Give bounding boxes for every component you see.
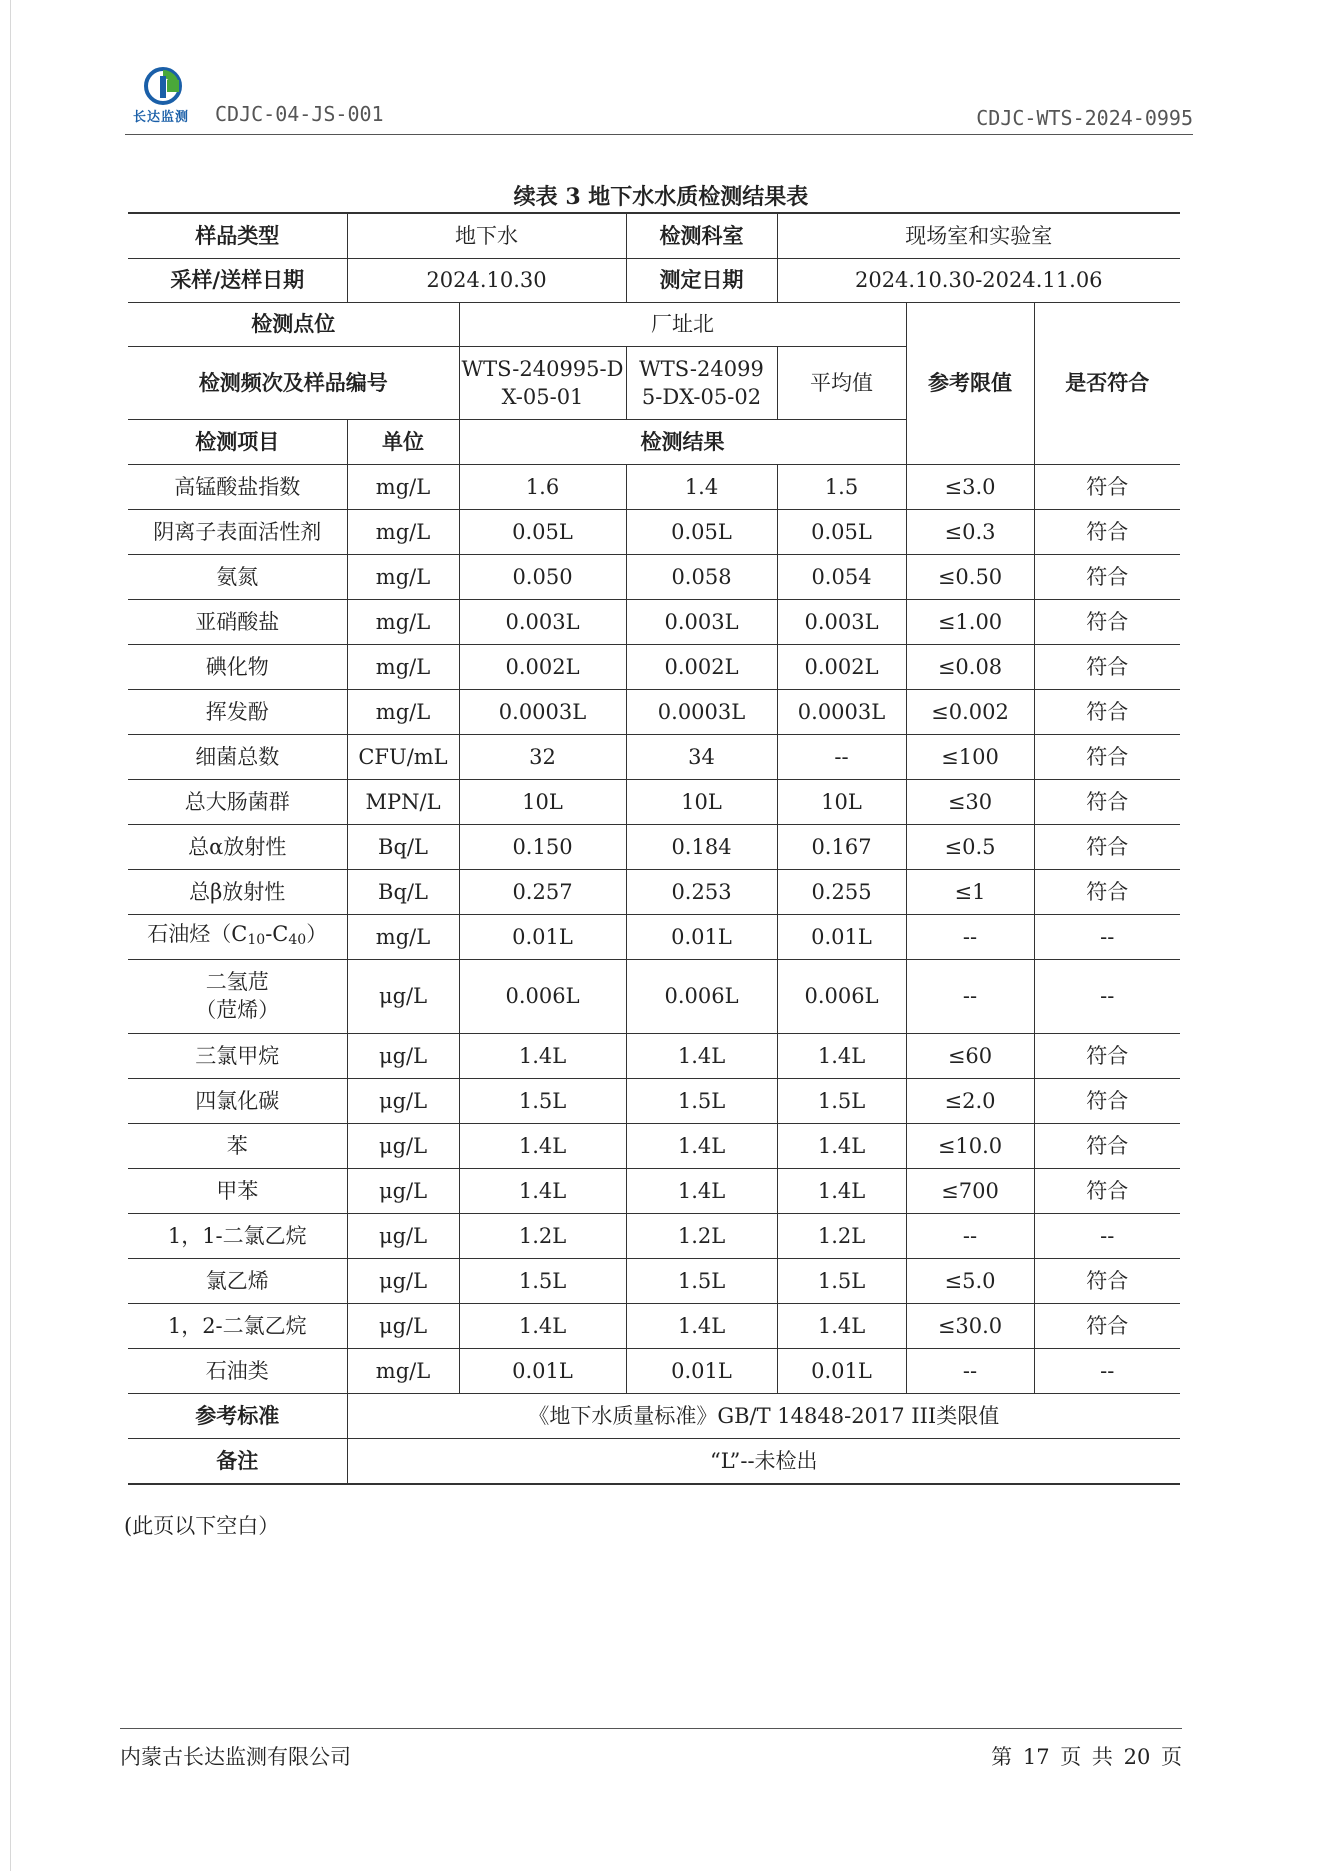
remark-value: “L”--未检出 (347, 1438, 1180, 1484)
avg-label: 平均值 (777, 346, 906, 419)
limit: ≤700 (906, 1168, 1034, 1213)
result-2: 0.0003L (626, 689, 777, 734)
result-2: 0.006L (626, 959, 777, 1033)
limit: ≤30 (906, 779, 1034, 824)
table-row (128, 824, 1180, 869)
unit: μg/L (347, 1168, 459, 1213)
result-1: 0.0003L (459, 689, 626, 734)
unit: mg/L (347, 1348, 459, 1393)
item-name: 亚硝酸盐 (128, 599, 347, 644)
result-avg: 1.5L (777, 1258, 906, 1303)
limit: -- (906, 914, 1034, 959)
logo-text: 长达监测 (133, 110, 190, 125)
item-header: 检测项目 (128, 419, 347, 464)
result-1: 0.003L (459, 599, 626, 644)
compliance: 符合 (1034, 1078, 1180, 1123)
unit: MPN/L (347, 779, 459, 824)
test-date-value: 2024.10.30-2024.11.06 (777, 258, 1180, 302)
unit: mg/L (347, 599, 459, 644)
compliance: 符合 (1034, 644, 1180, 689)
unit: μg/L (347, 1078, 459, 1123)
results-table (128, 212, 1180, 1485)
result-avg: 1.5L (777, 1078, 906, 1123)
item-subscript-2: 40 (288, 931, 307, 948)
table-row (128, 779, 1180, 824)
table-row (128, 644, 1180, 689)
result-avg: 10L (777, 779, 906, 824)
result-1: 0.257 (459, 869, 626, 914)
result-1: 1.5L (459, 1258, 626, 1303)
unit: Bq/L (347, 824, 459, 869)
item-name: 氯乙烯 (128, 1258, 347, 1303)
limit: ≤10.0 (906, 1123, 1034, 1168)
blank-page-note: (此页以下空白） (124, 1514, 280, 1538)
unit: mg/L (347, 464, 459, 509)
result-avg: 0.006L (777, 959, 906, 1033)
table-row (128, 1033, 1180, 1078)
result-avg: 1.4L (777, 1123, 906, 1168)
limit: ≤0.002 (906, 689, 1034, 734)
item-name: 1，1-二氯乙烷 (128, 1213, 347, 1258)
remark-row (128, 1438, 1180, 1484)
item-name (128, 959, 347, 1033)
result-2: 34 (626, 734, 777, 779)
limit: ≤0.3 (906, 509, 1034, 554)
item-name: 阴离子表面活性剂 (128, 509, 347, 554)
result-2: 10L (626, 779, 777, 824)
table-row-petroleum-hydrocarbons (128, 914, 1180, 959)
limit: ≤0.50 (906, 554, 1034, 599)
item-subscript-1: 10 (247, 931, 266, 948)
compliance: 符合 (1034, 1033, 1180, 1078)
limit: ≤0.5 (906, 824, 1034, 869)
standard-row (128, 1393, 1180, 1438)
table-row (128, 464, 1180, 509)
result-rows-group-1 (128, 464, 1180, 914)
result-1: 32 (459, 734, 626, 779)
limit: ≤0.08 (906, 644, 1034, 689)
table-row (128, 554, 1180, 599)
item-name: 高锰酸盐指数 (128, 464, 347, 509)
sample2-line2: 5-DX-05-02 (641, 384, 762, 409)
company-name: 内蒙古长达监测有限公司 (120, 1745, 351, 1769)
item-name: 1，2-二氯乙烷 (128, 1303, 347, 1348)
result-avg: 1.4L (777, 1168, 906, 1213)
sample1-line1: WTS-240995-D (461, 356, 624, 381)
item-name: 氨氮 (128, 554, 347, 599)
result-avg: 1.4L (777, 1033, 906, 1078)
freq-label: 检测频次及样品编号 (128, 346, 459, 419)
report-number: CDJC-WTS-2024-0995 (976, 106, 1193, 130)
table-row (128, 869, 1180, 914)
table-row (128, 1078, 1180, 1123)
item-name: 苯 (128, 1123, 347, 1168)
compliance: -- (1034, 1348, 1180, 1393)
lab-value: 现场室和实验室 (777, 213, 1180, 258)
table-row (128, 1123, 1180, 1168)
result-2: 1.2L (626, 1213, 777, 1258)
result-avg: 0.002L (777, 644, 906, 689)
item-name: 总α放射性 (128, 824, 347, 869)
unit: CFU/mL (347, 734, 459, 779)
compliance: 符合 (1034, 464, 1180, 509)
result-avg: 1.4L (777, 1303, 906, 1348)
item-name: 碘化物 (128, 644, 347, 689)
item-name-line1: 二氢苊 (205, 970, 269, 994)
result-1: 0.050 (459, 554, 626, 599)
point-row (128, 302, 1180, 346)
compliance: 符合 (1034, 734, 1180, 779)
table-row (128, 1303, 1180, 1348)
result-2: 1.5L (626, 1258, 777, 1303)
compliance: 符合 (1034, 1123, 1180, 1168)
result-1: 1.6 (459, 464, 626, 509)
unit: mg/L (347, 509, 459, 554)
result-1: 1.2L (459, 1213, 626, 1258)
result-2: 0.01L (626, 1348, 777, 1393)
limit: ≤100 (906, 734, 1034, 779)
table-row (128, 1213, 1180, 1258)
compliance: 符合 (1034, 779, 1180, 824)
result-2: 1.4L (626, 1303, 777, 1348)
result-1: 10L (459, 779, 626, 824)
result-2: 0.058 (626, 554, 777, 599)
result-rows-group-2 (128, 1033, 1180, 1393)
sample1-line2: X-05-01 (501, 384, 584, 409)
sample1-number (459, 346, 626, 419)
standard-label: 参考标准 (128, 1393, 347, 1438)
result-1: 0.150 (459, 824, 626, 869)
result-2: 0.184 (626, 824, 777, 869)
standard-value: 《地下水质量标准》GB/T 14848-2017 III类限值 (347, 1393, 1180, 1438)
limit: ≤60 (906, 1033, 1034, 1078)
unit-header: 单位 (347, 419, 459, 464)
compliance: -- (1034, 959, 1180, 1033)
point-value: 厂址北 (459, 302, 906, 346)
limit: ≤3.0 (906, 464, 1034, 509)
table-row (128, 1348, 1180, 1393)
table-row (128, 734, 1180, 779)
unit: μg/L (347, 1258, 459, 1303)
item-name: 四氯化碳 (128, 1078, 347, 1123)
result-avg: 0.01L (777, 914, 906, 959)
sample2-line1: WTS-24099 (639, 356, 764, 381)
unit: μg/L (347, 1123, 459, 1168)
result-1: 0.002L (459, 644, 626, 689)
meta-row-1 (128, 213, 1180, 258)
result-2: 1.4 (626, 464, 777, 509)
item-name: 挥发酚 (128, 689, 347, 734)
unit: mg/L (347, 554, 459, 599)
unit: mg/L (347, 644, 459, 689)
table-row (128, 689, 1180, 734)
sampling-date-value: 2024.10.30 (347, 258, 626, 302)
result-avg: 0.054 (777, 554, 906, 599)
test-date-label: 测定日期 (626, 258, 777, 302)
result-2: 1.4L (626, 1168, 777, 1213)
page-edge-line (10, 0, 11, 1871)
unit: μg/L (347, 1033, 459, 1078)
item-name-line2: （苊烯） (195, 998, 280, 1022)
remark-label: 备注 (128, 1438, 347, 1484)
unit: mg/L (347, 689, 459, 734)
limit: -- (906, 959, 1034, 1033)
item-name-mid: -C (265, 921, 289, 946)
table-row (128, 599, 1180, 644)
compliance: 符合 (1034, 509, 1180, 554)
result-1: 1.4L (459, 1168, 626, 1213)
table-title: 续表 3 地下水水质检测结果表 (513, 184, 809, 210)
item-name (128, 914, 347, 959)
result-2: 1.5L (626, 1078, 777, 1123)
result-header: 检测结果 (459, 419, 906, 464)
result-2: 0.253 (626, 869, 777, 914)
item-name: 总大肠菌群 (128, 779, 347, 824)
compliance: -- (1034, 1213, 1180, 1258)
limit: -- (906, 1213, 1034, 1258)
unit: μg/L (347, 1303, 459, 1348)
result-1: 1.4L (459, 1033, 626, 1078)
limit: ≤30.0 (906, 1303, 1034, 1348)
result-1: 0.01L (459, 1348, 626, 1393)
limit: ≤1 (906, 869, 1034, 914)
limit: ≤1.00 (906, 599, 1034, 644)
compliance: 符合 (1034, 824, 1180, 869)
result-avg: 0.01L (777, 1348, 906, 1393)
unit: μg/L (347, 959, 459, 1033)
item-name: 石油类 (128, 1348, 347, 1393)
result-1: 0.006L (459, 959, 626, 1033)
limit: ≤5.0 (906, 1258, 1034, 1303)
limit-header: 参考限值 (906, 302, 1034, 464)
compliance: -- (1034, 914, 1180, 959)
limit: ≤2.0 (906, 1078, 1034, 1123)
result-avg: 0.05L (777, 509, 906, 554)
result-2: 0.05L (626, 509, 777, 554)
meta-row-2 (128, 258, 1180, 302)
compliance: 符合 (1034, 599, 1180, 644)
compliance: 符合 (1034, 1258, 1180, 1303)
result-1: 0.05L (459, 509, 626, 554)
sample-type-label: 样品类型 (128, 213, 347, 258)
compliance: 符合 (1034, 689, 1180, 734)
sample-type-value: 地下水 (347, 213, 626, 258)
table-row (128, 509, 1180, 554)
result-avg: -- (777, 734, 906, 779)
table-row (128, 1258, 1180, 1303)
compliance: 符合 (1034, 869, 1180, 914)
compliance: 符合 (1034, 1303, 1180, 1348)
result-1: 0.01L (459, 914, 626, 959)
item-name-prefix: 石油烃（C (147, 921, 248, 946)
sample2-number (626, 346, 777, 419)
item-name: 甲苯 (128, 1168, 347, 1213)
result-2: 1.4L (626, 1123, 777, 1168)
form-code: CDJC-04-JS-001 (215, 102, 384, 126)
result-avg: 0.0003L (777, 689, 906, 734)
limit: -- (906, 1348, 1034, 1393)
result-avg: 0.003L (777, 599, 906, 644)
lab-label: 检测科室 (626, 213, 777, 258)
unit: Bq/L (347, 869, 459, 914)
result-2: 0.002L (626, 644, 777, 689)
unit: mg/L (347, 914, 459, 959)
result-1: 1.4L (459, 1123, 626, 1168)
point-label: 检测点位 (128, 302, 459, 346)
page-header (125, 62, 1193, 135)
compliance: 符合 (1034, 554, 1180, 599)
sampling-date-label: 采样/送样日期 (128, 258, 347, 302)
compliance: 符合 (1034, 1168, 1180, 1213)
item-name: 三氯甲烷 (128, 1033, 347, 1078)
item-name-suffix: ） (306, 921, 328, 946)
result-avg: 0.167 (777, 824, 906, 869)
table-row-dihydroacenaphthene (128, 959, 1180, 1033)
result-1: 1.4L (459, 1303, 626, 1348)
item-name: 总β放射性 (128, 869, 347, 914)
result-2: 1.4L (626, 1033, 777, 1078)
result-avg: 1.5 (777, 464, 906, 509)
table-row (128, 1168, 1180, 1213)
page-number: 第 17 页 共 20 页 (991, 1745, 1182, 1769)
item-name: 细菌总数 (128, 734, 347, 779)
result-avg: 0.255 (777, 869, 906, 914)
result-2: 0.01L (626, 914, 777, 959)
result-avg: 1.2L (777, 1213, 906, 1258)
page-footer (120, 1728, 1182, 1769)
result-1: 1.5L (459, 1078, 626, 1123)
compliance-header: 是否符合 (1034, 302, 1180, 464)
result-2: 0.003L (626, 599, 777, 644)
unit: μg/L (347, 1213, 459, 1258)
